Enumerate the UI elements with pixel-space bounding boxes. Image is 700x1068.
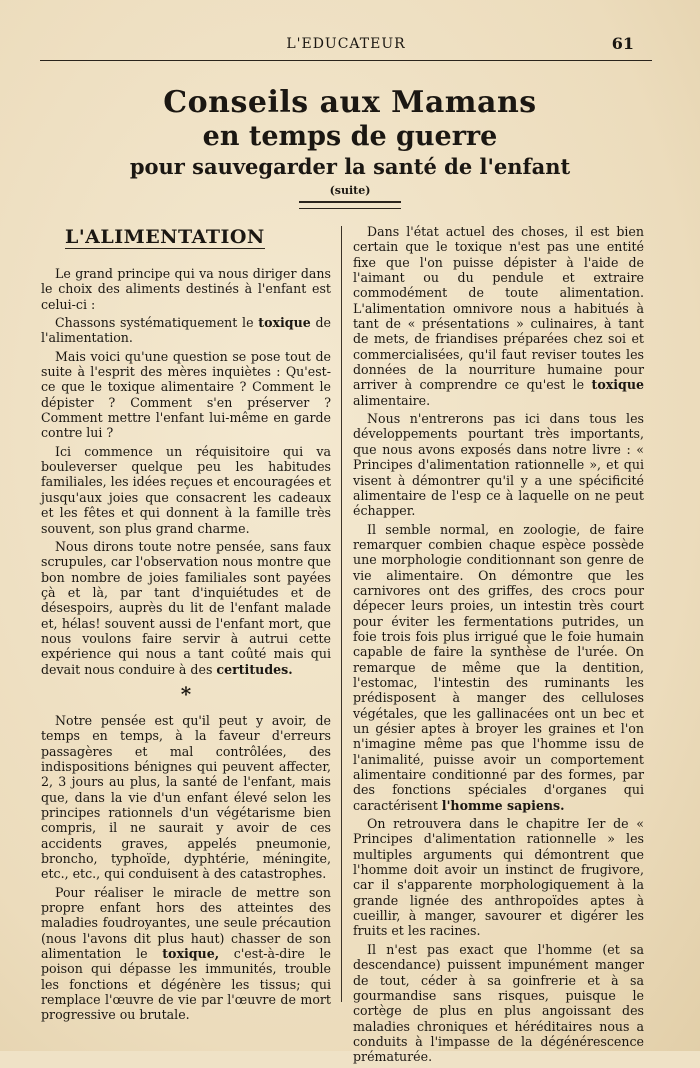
article-title-block bbox=[40, 86, 660, 209]
paragraph bbox=[41, 315, 331, 346]
text-run: Il semble normal, en zoologie, de faire remarquer combien chaque espèce possède une morphologie conditionnant son genre de vie alimentaire. On démontre que les carnivores ont des griffes, des crocs pour dépecer leurs proies, un intestin très court pour éviter les fermentations putrides, un foie trois fois plus irrigué que le foie humain capable de faire la synthèse de l'urée. On remarque de même que la dentition, l'estomac, l'intestin des ruminants les prédisposent à manger des celluloses végétales, que les gallinacées ont un bec et un gésier aptes à broyer les graines et l'on n'imagine même pas que l'homme issu de l'animalité, puisse avoir un comportement alimentaire conditionné par des formes, par des fonctions spéciales d'organes qui caractérisent bbox=[353, 521, 644, 813]
paragraph: Mais voici qu'une question se pose tout de suite à l'esprit des mères inquiètes : Qu'est-ce que le toxique alimentaire ? Comment le dépister ? Comment s'en préserver ? Comment mettre l'enfant lui-même en garde contre lui ? bbox=[41, 348, 331, 441]
text-run: Pour réaliser le miracle de mettre son propre enfant hors des atteintes des maladies foudroyantes, une seule précaution (nous l'avons dit plus haut) chasser de son alimentation le bbox=[41, 884, 331, 962]
paragraph: Notre pensée est qu'il peut y avoir, de temps en temps, à la faveur d'erreurs passagères et mal contrôlées, des indispositions bénignes qui peuvent affecter, 2, 3 jours au plus, la santé de l'enfant, mais que, dans la vie d'un enfant élevé selon les principes rationnels d'un végétarisme bien compris, il ne saurait y avoir de ces accidents graves, appelés pneumonie, broncho, typhoïde, dyphtérie, méningite, etc., etc., qui conduisent à des catastrophes. bbox=[41, 712, 331, 882]
title-double-rule bbox=[299, 201, 401, 209]
text-run: de l'alimentation. bbox=[41, 315, 331, 346]
text-run: Dans l'état actuel des choses, il est bien certain que le toxique n'est pas une entité fixe que l'on puisse dépister à l'aide de l'aimant ou du pendule et extraire commodément de toute alimentation. L'alimentation omnivore nous a habitués à tant de « présentations » culinaires, à tant de mets, de friandises préparées chez soi et commercialisées, qu'il faut reviser toutes les données de la nourriture humaine pour arriver à comprendre ce qu'est le bbox=[353, 224, 644, 393]
paragraph: Il n'est pas exact que l'homme (et sa descendance) puissent impunément manger de tout, céder à sa goinfrerie et à sa gourmandise sans risques, puisque le cortège de plus en plus angoissant des maladies chroniques et héréditaires nous a conduits à l'impasse de la dégénérescence prématurée. bbox=[353, 941, 644, 1065]
running-title: L'EDUCATEUR bbox=[286, 36, 406, 52]
section-heading-wrap bbox=[41, 226, 331, 266]
article-title-line-2: en temps de guerre bbox=[202, 121, 498, 152]
right-column bbox=[353, 224, 644, 1068]
article-title-line-3: pour sauvegarder la santé de l'enfant bbox=[129, 154, 571, 179]
paragraph: On retrouvera dans le chapitre Ier de « Principes d'alimentation rationnelle » les multiples arguments qui démontrent que l'homme doit avoir un instinct de frugivore, car il s'apparente morphologiquement à la grande lignée des anthropoïdes aptes à cueillir, à manger, savourer et digérer les fruits et les racines. bbox=[353, 816, 644, 939]
paragraph bbox=[353, 522, 644, 814]
paragraph bbox=[41, 885, 331, 1023]
paragraph: Ici commence un réquisitoire qui va bouleverser quelque peu les habitudes familiales, les idées reçues et encouragées et jusqu'aux joies que consacrent les cadeaux et les fêtes et qui donnent à la famille très souvent, son plus grand charme. bbox=[41, 443, 331, 536]
section-heading: L'ALIMENTATION bbox=[65, 226, 265, 248]
page-number: 61 bbox=[611, 34, 634, 53]
bold-term: certitudes. bbox=[216, 661, 293, 677]
left-column bbox=[41, 226, 331, 1026]
section-separator: * bbox=[180, 681, 192, 706]
bold-term: toxique, bbox=[162, 946, 220, 962]
bold-term: toxique bbox=[258, 315, 311, 331]
paragraph bbox=[41, 539, 331, 677]
text-run: Nous dirons toute notre pensée, sans faux scrupules, car l'observation nous montre que bon nombre de joies familiales sont payées çà et là, par tant d'inquiétudes et de désespoirs, auprès du lit de l'enfant malade et, hélas! souvent aussi de l'enfant mort, que nous voulons faire servir à autrui cette expérience qui nous a tant coûté mais qui devait nous conduire à des bbox=[41, 538, 331, 677]
column-divider bbox=[341, 226, 342, 1002]
text-run: c'est-à-dire le poison qui dépasse les immunités, trouble les fonctions et dégénère les tissus; qui remplace l'œuvre de vie par l'œuvre de mort progressive ou brutale. bbox=[41, 946, 331, 1023]
running-header bbox=[40, 34, 652, 61]
text-run: Chassons systématiquement le bbox=[55, 315, 259, 331]
paragraph: Nous n'entrerons pas ici dans tous les développements pourtant très importants, que nous avons exposés dans notre livre : « Principes d'alimentation rationnelle », et qui visent à démontrer qu'il y a une spécificité alimentaire de l'esp ce à laquelle on ne peut échapper. bbox=[353, 411, 644, 519]
bold-term: l'homme sapiens. bbox=[441, 797, 565, 813]
bold-term: toxique bbox=[591, 377, 644, 393]
suite-label: (suite) bbox=[329, 184, 371, 197]
text-run: alimentaire. bbox=[353, 392, 431, 408]
article-title-line-1: Conseils aux Mamans bbox=[163, 85, 537, 120]
paragraph: Le grand principe qui va nous diriger dans le choix des aliments destinés à l'enfant est celui-ci : bbox=[41, 266, 331, 312]
paragraph bbox=[353, 224, 644, 408]
